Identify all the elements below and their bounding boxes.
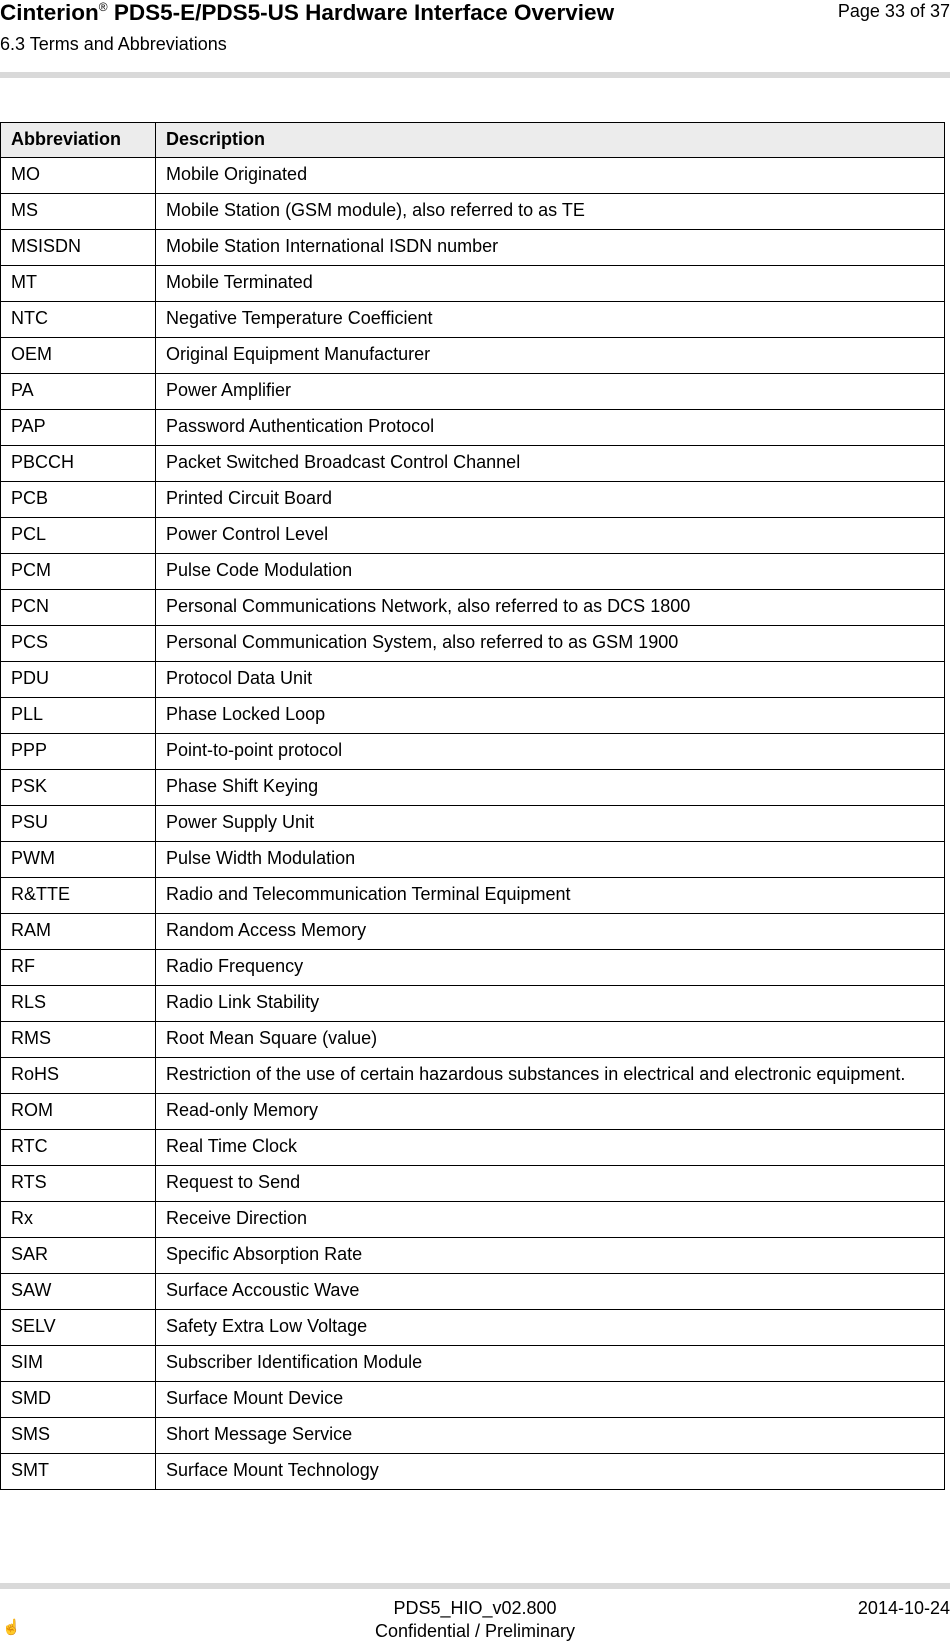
description-cell: Subscriber Identification Module [156,1346,945,1382]
abbreviation-cell: PSU [1,806,156,842]
table-row [1,1202,945,1238]
abbreviation-cell: SELV [1,1310,156,1346]
table-row [1,1130,945,1166]
table-row [1,482,945,518]
brand-name: Cinterion [0,0,99,25]
description-cell: Surface Mount Technology [156,1454,945,1490]
abbreviation-cell: OEM [1,338,156,374]
description-cell: Radio Frequency [156,950,945,986]
table-row [1,554,945,590]
abbreviation-cell: MT [1,266,156,302]
description-cell: Receive Direction [156,1202,945,1238]
table-row [1,1382,945,1418]
description-cell: Protocol Data Unit [156,662,945,698]
description-cell: Pulse Code Modulation [156,554,945,590]
hand-pointer-icon: ☝ [2,1619,21,1636]
table-row [1,1346,945,1382]
table-row [1,986,945,1022]
abbreviation-cell: PA [1,374,156,410]
confidentiality-notice: Confidential / Preliminary [374,1621,576,1641]
abbreviation-cell: R&TTE [1,878,156,914]
abbreviation-cell: SMS [1,1418,156,1454]
table-row [1,734,945,770]
document-id: PDS5_HIO_v02.800 [393,1598,557,1618]
abbreviation-cell: SAR [1,1238,156,1274]
registered-mark: ® [98,0,108,14]
abbreviation-cell: RTS [1,1166,156,1202]
table-row [1,914,945,950]
table-row [1,410,945,446]
description-cell: Real Time Clock [156,1130,945,1166]
abbreviations-table [0,122,945,1490]
description-cell: Mobile Station International ISDN number [156,230,945,266]
description-cell: Radio and Telecommunication Terminal Equipment [156,878,945,914]
table-row [1,266,945,302]
document-title-text: PDS5-E/PDS5-US Hardware Interface Overview [113,0,615,25]
abbreviation-cell: RMS [1,1022,156,1058]
table-row [1,518,945,554]
table-row [1,1094,945,1130]
description-cell: Mobile Originated [156,158,945,194]
table-row [1,302,945,338]
abbreviation-cell: RoHS [1,1058,156,1094]
table-row [1,1274,945,1310]
abbreviation-cell: PAP [1,410,156,446]
description-cell: Radio Link Stability [156,986,945,1022]
abbreviation-cell: RF [1,950,156,986]
description-cell: Read-only Memory [156,1094,945,1130]
description-cell: Negative Temperature Coefficient [156,302,945,338]
abbreviation-cell: PWM [1,842,156,878]
footer-divider [0,1583,950,1589]
description-cell: Packet Switched Broadcast Control Channel [156,446,945,482]
table-row [1,1238,945,1274]
description-cell: Phase Locked Loop [156,698,945,734]
table-row [1,1310,945,1346]
description-cell: Surface Accoustic Wave [156,1274,945,1310]
description-cell: Specific Absorption Rate [156,1238,945,1274]
document-date: 2014-10-24 [857,1598,950,1618]
document-title [0,0,614,26]
table-row [1,878,945,914]
table-body [1,158,945,1490]
description-cell: Phase Shift Keying [156,770,945,806]
table-row [1,842,945,878]
abbreviation-cell: SAW [1,1274,156,1310]
description-cell: Request to Send [156,1166,945,1202]
description-cell: Restriction of the use of certain hazardous substances in electrical and electronic equipment. [156,1058,945,1094]
description-cell: Power Amplifier [156,374,945,410]
description-cell: Personal Communications Network, also referred to as DCS 1800 [156,590,945,626]
table-row [1,1058,945,1094]
description-cell: Personal Communication System, also referred to as GSM 1900 [156,626,945,662]
description-cell: Mobile Station (GSM module), also referred to as TE [156,194,945,230]
abbreviation-cell: MS [1,194,156,230]
description-cell: Power Control Level [156,518,945,554]
description-cell: Original Equipment Manufacturer [156,338,945,374]
description-cell: Surface Mount Device [156,1382,945,1418]
abbreviation-cell: PCS [1,626,156,662]
description-cell: Power Supply Unit [156,806,945,842]
header-divider [0,72,950,78]
description-cell: Mobile Terminated [156,266,945,302]
abbreviation-cell: PDU [1,662,156,698]
abbreviation-cell: PCN [1,590,156,626]
abbreviation-cell: SIM [1,1346,156,1382]
table-row [1,1166,945,1202]
description-cell: Safety Extra Low Voltage [156,1310,945,1346]
table-row [1,806,945,842]
table-row [1,158,945,194]
abbreviation-cell: MO [1,158,156,194]
abbreviation-cell: PBCCH [1,446,156,482]
abbreviation-cell: NTC [1,302,156,338]
section-title: 6.3 Terms and Abbreviations [0,34,227,54]
table-row [1,662,945,698]
description-cell: Point-to-point protocol [156,734,945,770]
description-cell: Printed Circuit Board [156,482,945,518]
abbreviation-cell: PLL [1,698,156,734]
table-row [1,374,945,410]
abbreviation-cell: PPP [1,734,156,770]
table-row [1,590,945,626]
abbreviation-cell: PSK [1,770,156,806]
abbreviation-cell: ROM [1,1094,156,1130]
table-row [1,1418,945,1454]
description-cell: Password Authentication Protocol [156,410,945,446]
abbreviation-cell: PCL [1,518,156,554]
table-row [1,338,945,374]
abbreviation-cell: SMT [1,1454,156,1490]
table-header-row [1,123,945,158]
table-row [1,230,945,266]
column-header-description: Description [156,123,945,158]
table-row [1,446,945,482]
table-row [1,626,945,662]
table-row [1,950,945,986]
description-cell: Short Message Service [156,1418,945,1454]
table-row [1,194,945,230]
abbreviation-cell: RLS [1,986,156,1022]
abbreviation-cell: PCB [1,482,156,518]
table-row [1,1022,945,1058]
abbreviation-cell: PCM [1,554,156,590]
abbreviation-cell: RTC [1,1130,156,1166]
page-number: Page 33 of 37 [837,1,950,21]
description-cell: Root Mean Square (value) [156,1022,945,1058]
abbreviation-cell: MSISDN [1,230,156,266]
abbreviation-cell: SMD [1,1382,156,1418]
table-row [1,698,945,734]
column-header-abbreviation: Abbreviation [1,123,156,158]
description-cell: Random Access Memory [156,914,945,950]
description-cell: Pulse Width Modulation [156,842,945,878]
table-row [1,1454,945,1490]
table-row [1,770,945,806]
abbreviation-cell: RAM [1,914,156,950]
abbreviation-cell: Rx [1,1202,156,1238]
